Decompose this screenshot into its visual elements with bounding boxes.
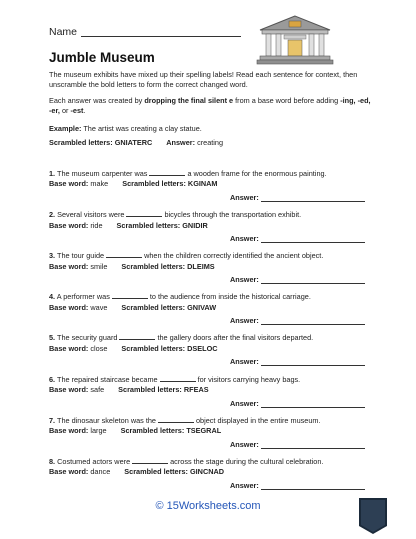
example-answer-line xyxy=(49,138,375,148)
question-hints xyxy=(49,303,379,313)
fill-blank[interactable] xyxy=(132,456,168,464)
question-number: 7. xyxy=(49,415,56,425)
15worksheets-logo-icon xyxy=(356,496,390,536)
question-sentence xyxy=(49,415,379,426)
answer-label: Answer: xyxy=(230,275,259,285)
museum-icon xyxy=(256,14,334,66)
question-sentence xyxy=(49,374,379,385)
answer-label: Answer: xyxy=(230,357,259,367)
question-sentence xyxy=(49,168,379,179)
question-hints xyxy=(49,426,379,436)
fill-blank[interactable] xyxy=(149,168,185,176)
scrambled-letters: GINCNAD xyxy=(189,467,225,477)
question-number: 4. xyxy=(49,292,56,302)
fill-blank[interactable] xyxy=(119,332,155,340)
rule-suffix-last: -est xyxy=(70,106,84,115)
answer-line[interactable] xyxy=(261,201,365,202)
scrambled-label: Scrambled letters: xyxy=(124,467,188,477)
base-word: large xyxy=(90,426,107,435)
question-sentence xyxy=(49,456,379,467)
base-word-label: Base word: xyxy=(49,220,89,230)
question-text-post: object displayed in the entire museum. xyxy=(195,415,321,425)
question-text-pre: Costumed actors were xyxy=(57,456,131,466)
example-scrambled: Scrambled letters: GNIATERC xyxy=(49,138,153,147)
name-label: Name xyxy=(49,26,78,38)
question-sentence xyxy=(49,291,379,302)
rule-text-bold: dropping the final silent e xyxy=(144,96,234,105)
question-4 xyxy=(49,291,379,313)
rule-suffixes: -ing, -ed, -er, xyxy=(49,96,371,115)
rule-text-pre: Each answer was created by xyxy=(49,96,145,105)
question-text-pre: The dinosaur skeleton was the xyxy=(57,415,156,425)
question-8 xyxy=(49,456,379,478)
question-sentence xyxy=(49,209,379,220)
example-line xyxy=(49,124,375,134)
question-text-post: across the stage during the cultural celebration. xyxy=(170,456,324,466)
scrambled-letters: GNIVAW xyxy=(187,302,217,312)
rule-paragraph xyxy=(49,96,375,116)
name-line[interactable] xyxy=(81,36,241,37)
base-word-label: Base word: xyxy=(49,426,89,435)
answer-label: Answer: xyxy=(230,234,259,244)
scrambled-label: Scrambled letters: xyxy=(122,179,186,189)
scrambled-label: Scrambled letters: xyxy=(116,220,181,230)
base-word-label: Base word: xyxy=(49,179,89,189)
question-text-post: when the children correctly identified the ancient object. xyxy=(144,251,324,261)
scrambled-letters: GNIDIR xyxy=(182,220,208,230)
answer-line[interactable] xyxy=(261,324,365,325)
question-text-pre: A performer was xyxy=(56,292,110,302)
question-6 xyxy=(49,374,379,396)
question-number: 8. xyxy=(49,456,56,466)
question-text-post: a wooden frame for the enormous painting. xyxy=(187,169,327,178)
question-1 xyxy=(49,168,379,190)
answer-label: Answer: xyxy=(230,193,259,202)
scrambled-label: Scrambled letters: xyxy=(118,384,182,394)
scrambled-label: Scrambled letters: xyxy=(120,426,185,435)
question-hints xyxy=(49,221,379,231)
question-number: 2. xyxy=(49,210,56,220)
base-word: safe xyxy=(90,384,105,394)
question-sentence xyxy=(49,332,379,343)
question-hints xyxy=(49,179,379,189)
base-word-label: Base word: xyxy=(49,384,89,394)
scrambled-letters: KGINAM xyxy=(187,179,218,189)
question-text-post: for visitors carrying heavy bags. xyxy=(197,374,301,384)
question-7 xyxy=(49,415,379,437)
rule-end: . xyxy=(83,106,86,115)
question-text-pre: The museum carpenter was xyxy=(57,169,148,178)
fill-blank[interactable] xyxy=(126,209,162,217)
base-word-label: Base word: xyxy=(49,261,89,271)
question-text-post: to the audience from inside the historical carriage. xyxy=(149,292,311,302)
fill-blank[interactable] xyxy=(106,250,142,258)
question-number: 3. xyxy=(49,251,56,261)
answer-line[interactable] xyxy=(261,242,365,243)
question-text-post: the gallery doors after the final visitors departed. xyxy=(157,333,314,343)
question-5 xyxy=(49,332,379,354)
example-text: The artist was creating a clay statue. xyxy=(81,124,202,133)
example-label: Example: xyxy=(49,124,82,133)
base-word: wave xyxy=(90,302,108,312)
question-number: 6. xyxy=(49,374,56,384)
scrambled-label: Scrambled letters: xyxy=(121,261,186,271)
answer-line[interactable] xyxy=(261,448,365,449)
base-word: ride xyxy=(90,220,103,230)
fill-blank[interactable] xyxy=(158,415,194,423)
question-hints xyxy=(49,344,379,354)
question-hints xyxy=(49,262,379,272)
answer-line[interactable] xyxy=(261,489,365,490)
base-word: smile xyxy=(90,261,108,271)
question-text-pre: The tour guide xyxy=(57,251,105,261)
answer-line[interactable] xyxy=(261,365,365,366)
answer-line[interactable] xyxy=(261,407,365,408)
answer-label: Answer: xyxy=(230,398,259,408)
answer-label: Answer: xyxy=(230,480,259,490)
question-3 xyxy=(49,250,379,272)
example-answer: creating xyxy=(195,138,224,147)
page-title: Jumble Museum xyxy=(49,50,155,65)
example-answer-label: Answer: xyxy=(166,138,196,147)
question-2 xyxy=(49,209,379,231)
question-number: 5. xyxy=(49,333,56,343)
base-word-label: Base word: xyxy=(49,467,89,477)
question-text-pre: The repaired staircase became xyxy=(57,374,158,384)
question-text-post: bicycles through the transportation exhibit. xyxy=(164,210,302,220)
question-text-pre: The security guard xyxy=(57,333,118,343)
question-hints xyxy=(49,385,379,395)
scrambled-letters: RFEAS xyxy=(183,384,209,394)
scrambled-letters: DLEIMS xyxy=(187,261,215,271)
question-hints xyxy=(49,467,379,477)
base-word-label: Base word: xyxy=(49,343,89,353)
question-text-pre: Several visitors were xyxy=(57,210,125,220)
rule-text-mid: from a base word before adding xyxy=(233,96,341,105)
question-number: 1. xyxy=(49,169,56,178)
base-word: dance xyxy=(90,467,111,477)
scrambled-label: Scrambled letters: xyxy=(121,343,186,353)
question-sentence xyxy=(49,250,379,261)
base-word-label: Base word: xyxy=(49,302,89,312)
answer-line[interactable] xyxy=(261,283,365,284)
footer-copyright[interactable]: © 15Worksheets.com xyxy=(155,500,261,512)
answer-label: Answer: xyxy=(230,316,259,326)
rule-or: or xyxy=(61,106,71,115)
intro-paragraph: The museum exhibits have mixed up their spelling labels! Read each sentence for context, then unscramble the bold letters to form the correct changed word. xyxy=(49,70,358,89)
scrambled-label: Scrambled letters: xyxy=(121,302,186,312)
scrambled-letters: DSELOC xyxy=(187,343,218,353)
fill-blank[interactable] xyxy=(160,374,196,382)
base-word: make xyxy=(90,179,109,189)
scrambled-letters: TSEGRAL xyxy=(186,426,222,435)
fill-blank[interactable] xyxy=(112,291,148,299)
answer-label: Answer: xyxy=(230,439,259,449)
base-word: close xyxy=(90,343,108,353)
